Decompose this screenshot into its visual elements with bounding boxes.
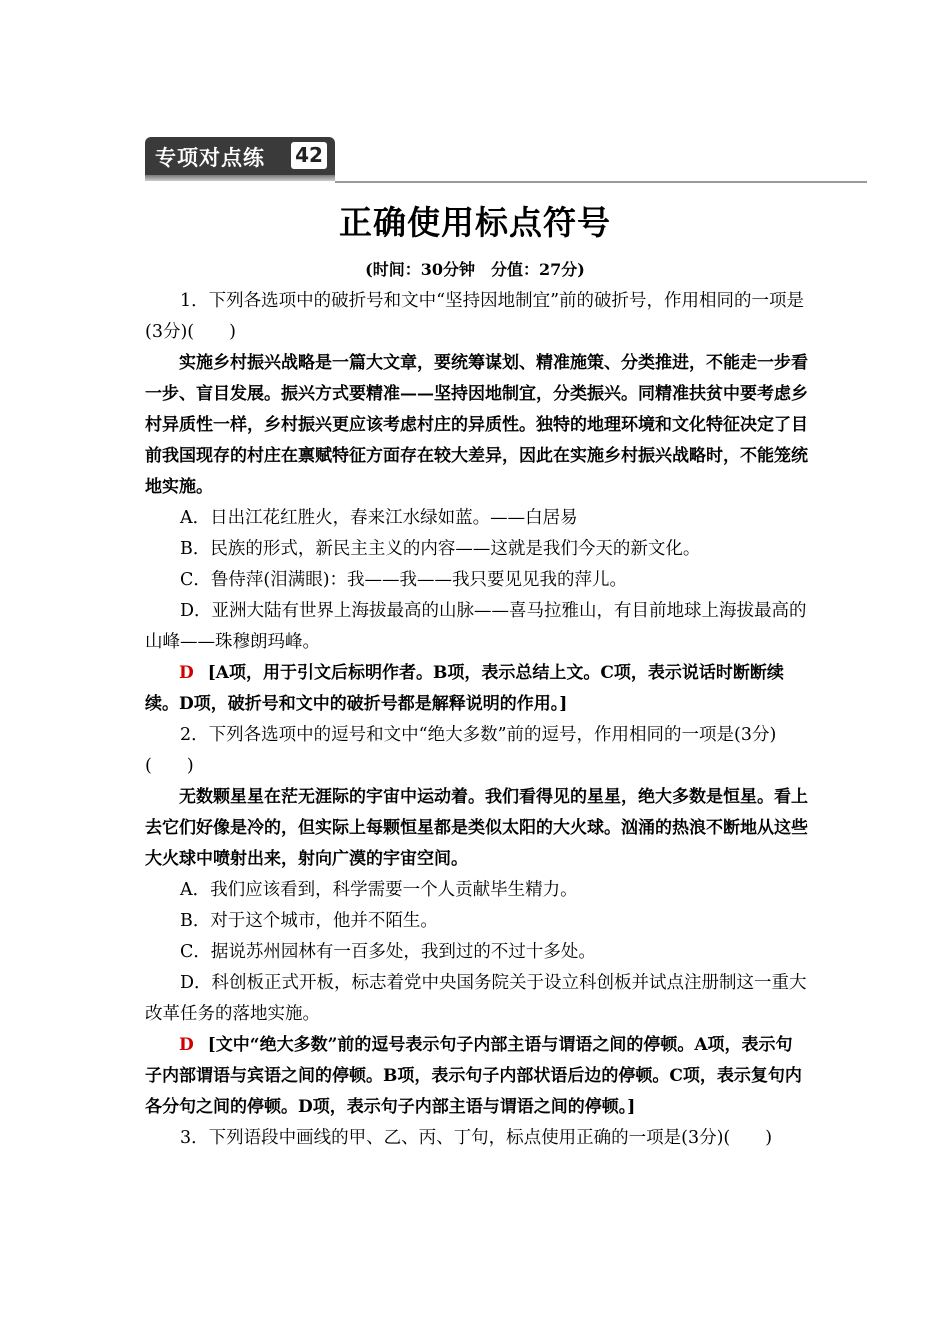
question-2-answer-block xyxy=(145,1030,809,1123)
question-2-explanation: [文中“绝大多数”前的逗号表示句子内部主语与谓语之间的停顿。A项，表示句子内部谓语与宾语之间的停顿。B项，表示句子内部状语后边的停顿。C项，表示复句内各分句之间的停顿。D项，表示句子内部主语与谓语之间的停顿。] xyxy=(145,1035,802,1117)
question-2-option-b: B．对于这个城市，他并不陌生。 xyxy=(180,911,438,931)
question-1-option-b: B．民族的形式，新民主主义的内容——这就是我们今天的新文化。 xyxy=(180,539,701,559)
banner-label: 专项对点练 xyxy=(155,146,265,170)
question-1-answer: D xyxy=(179,663,194,683)
page-title: 正确使用标点符号 xyxy=(339,203,611,242)
header-rule xyxy=(335,181,867,183)
question-1-passage: 实施乡村振兴战略是一篇大文章，要统筹谋划、精准施策、分类推进，不能走一步看一步、盲目发展。振兴方式要精准——坚持因地制宜，分类振兴。同精准扶贫中要考虑乡村异质性一样，乡村振兴更应该考虑村庄的异质性。独特的地理环境和文化特征决定了目前我国现存的村庄在禀赋特征方面存在较大差异，因此在实施乡村振兴战略时，不能笼统地实施。 xyxy=(145,353,808,497)
question-2-stem: 2．下列各选项中的逗号和文中“绝大多数”前的逗号，作用相同的一项是(3分)( ) xyxy=(145,725,777,776)
banner-box xyxy=(145,137,335,175)
question-1-option-d: D．亚洲大陆有世界上海拔最高的山脉——喜马拉雅山，有目前地球上海拔最高的山峰——珠穆朗玛峰。 xyxy=(145,601,807,652)
question-1-option-c: C．鲁侍萍(泪满眼)：我——我——我只要见见我的萍儿。 xyxy=(180,570,628,590)
question-1-stem: 1．下列各选项中的破折号和文中“坚持因地制宜”前的破折号，作用相同的一项是(3分)( ) xyxy=(145,291,805,342)
question-3-stem: 3．下列语段中画线的甲、乙、丙、丁句，标点使用正确的一项是(3分)( ) xyxy=(180,1128,773,1148)
question-2-option-c: C．据说苏州园林有一百多处，我到过的不过十多处。 xyxy=(180,942,596,962)
document-body xyxy=(145,286,809,1154)
question-2-answer: D xyxy=(179,1035,194,1055)
banner-number: 42 xyxy=(291,142,327,169)
question-2-passage: 无数颗星星在茫无涯际的宇宙中运动着。我们看得见的星星，绝大多数是恒星。看上去它们好像是冷的，但实际上每颗恒星都是类似太阳的大火球。汹涌的热浪不断地从这些大火球中喷射出来，射向广漠的宇宙空间。 xyxy=(145,787,808,869)
question-2-option-a: A．我们应该看到，科学需要一个人贡献毕生精力。 xyxy=(180,880,578,900)
question-1-explanation: [A项，用于引文后标明作者。B项，表示总结上文。C项，表示说话时断断续续。D项，破折号和文中的破折号都是解释说明的作用。] xyxy=(145,663,784,714)
question-1-option-a: A．日出江花红胜火，春来江水绿如蓝。——白居易 xyxy=(180,508,578,528)
question-2-option-d: D．科创板正式开板，标志着党中央国务院关于设立科创板并试点注册制这一重大改革任务的落地实施。 xyxy=(145,973,807,1024)
page-subtitle: (时间：30分钟 分值：27分) xyxy=(365,260,585,279)
question-1-answer-block xyxy=(145,658,809,720)
